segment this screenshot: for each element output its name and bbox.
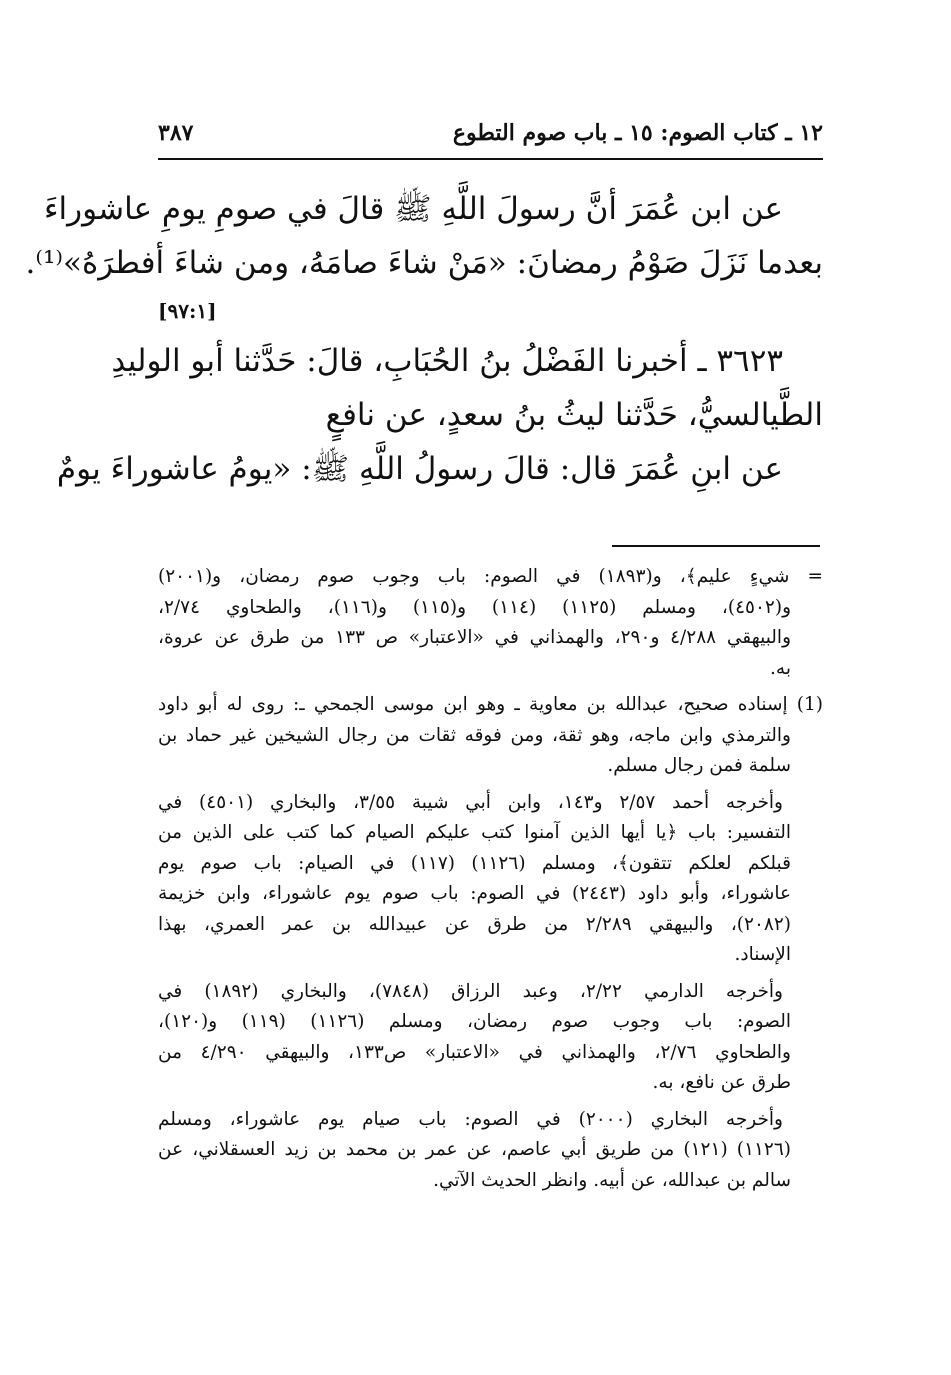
- footnote-continuation: [158, 562, 823, 684]
- footnote-line: الإسناد.: [734, 944, 791, 965]
- footnote-line: وأخرجه الدارمي ٢/٢٢، وعبد الرزاق (٧٨٤٨)، والبخاري (١٨٩٢) في: [158, 980, 783, 1002]
- footnote-line: طرق عن نافع، به.: [652, 1072, 791, 1093]
- footnote-line: عاشوراء، وأبو داود (٢٤٤٣) في الصوم: باب صوم يوم عاشوراء، وابن خزيمة: [158, 883, 791, 904]
- footnote-1-paragraph: [158, 788, 823, 971]
- page-number: ٣٨٧: [158, 120, 194, 146]
- footnote-separator: [612, 545, 820, 547]
- footnote-1-paragraph: [158, 1105, 823, 1197]
- footnote-line: والبيهقي ٤/٢٨٨ و٢٩٠، والهمذاني في «الاعتبار» ص ١٣٣ من طرق عن عروة،: [158, 627, 791, 648]
- footnote-line: (1) إسناده صحيح، عبدالله بن معاوية ـ وهو ابن موسى الجمحي ـ: روى له أبو داود: [158, 694, 823, 715]
- footnote-line: (١١٢٦) (١٢١) من طريق أبي عاصم، عن عمر بن محمد بن زيد العسقلاني، عن: [158, 1139, 791, 1160]
- text-line: عن ابن عُمَرَ أنَّ رسولَ اللَّهِ ﷺ قالَ في صومِ يومِ عاشوراءَ: [43, 191, 783, 227]
- hadith-line: عن ابنِ عُمَرَ قال: قالَ رسولُ اللَّهِ ﷺ: «يومُ عاشوراءَ يومٌ: [56, 451, 783, 487]
- hadith-line: ٣٦٢٣ ـ أخبرنا الفَضْلُ بنُ الحُبَابِ، قالَ: حَدَّثنا أبو الوليدِ: [111, 343, 783, 379]
- footnote-line: = شيءٍ عليم﴾، و(١٨٩٣) في الصوم: باب وجوب صوم رمضان، و(٢٠٠١): [158, 566, 823, 587]
- footnote-line: التفسير: باب ﴿يا أيها الذين آمنوا كتب عليكم الصيام كما كتب على الذين من: [158, 822, 791, 843]
- reference-mark: [٩٧:١]: [158, 299, 217, 323]
- hadith-line: الطَّيالسيُّ، حَدَّثنا ليثُ بنُ سعدٍ، عن نافعٍ: [325, 397, 823, 433]
- footnote-1-paragraph: [158, 977, 823, 1099]
- footnote-line: وأخرجه البخاري (٢٠٠٠) في الصوم: باب صيام يوم عاشوراء، ومسلم: [158, 1108, 783, 1130]
- text-line: بعدما نَزَلَ صَوْمُ رمضانَ: «مَنْ شاءَ صامَهُ، ومن شاءَ أفطرَهُ»⁽¹⁾.: [25, 245, 823, 281]
- footnote-line: به.: [770, 657, 791, 679]
- footnote-1: [158, 690, 823, 782]
- footnote-line: و(٤٥٠٢)، ومسلم (١١٢٥) (١١٤) و(١١٥) و(١١٦)، والطحاوي ٢/٧٤،: [158, 596, 792, 618]
- footnotes: [158, 562, 823, 1202]
- footnote-line: والترمذي وابن ماجه، وهو ثقة، ومن فوقه ثقات من رجال الشيخين غير حماد بن: [158, 724, 791, 746]
- footnote-line: الصوم: باب وجوب صوم رمضان، ومسلم (١١٢٦) (١١٩) و(١٢٠)،: [158, 1011, 792, 1032]
- footnote-line: سلمة فمن رجال مسلم.: [607, 755, 791, 776]
- footnote-line: سالم بن عبدالله، عن أبيه. وانظر الحديث الآتي.: [433, 1169, 791, 1191]
- footnote-line: قبلكم لعلكم تتقون﴾، ومسلم (١١٢٦) (١١٧) في الصيام: باب صوم يوم: [158, 852, 791, 874]
- footnote-line: والطحاوي ٢/٧٦، والهمذاني في «الاعتبار» ص١٣٣، والبيهقي ٤/٢٩٠ من: [158, 1041, 791, 1063]
- running-header: [158, 118, 823, 160]
- chapter-title: ١٢ ـ كتاب الصوم: ١٥ ـ باب صوم التطوع: [452, 120, 823, 146]
- footnote-line: (٢٠٨٢)، والبيهقي ٢/٢٨٩ من طرق عن عبيدالله بن عمر العمري، بهذا: [158, 913, 791, 935]
- footnote-line: وأخرجه أحمد ٢/٥٧ و١٤٣، وابن أبي شيبة ٣/٥٥، والبخاري (٤٥٠١) في: [158, 791, 783, 813]
- main-text: [25, 182, 823, 496]
